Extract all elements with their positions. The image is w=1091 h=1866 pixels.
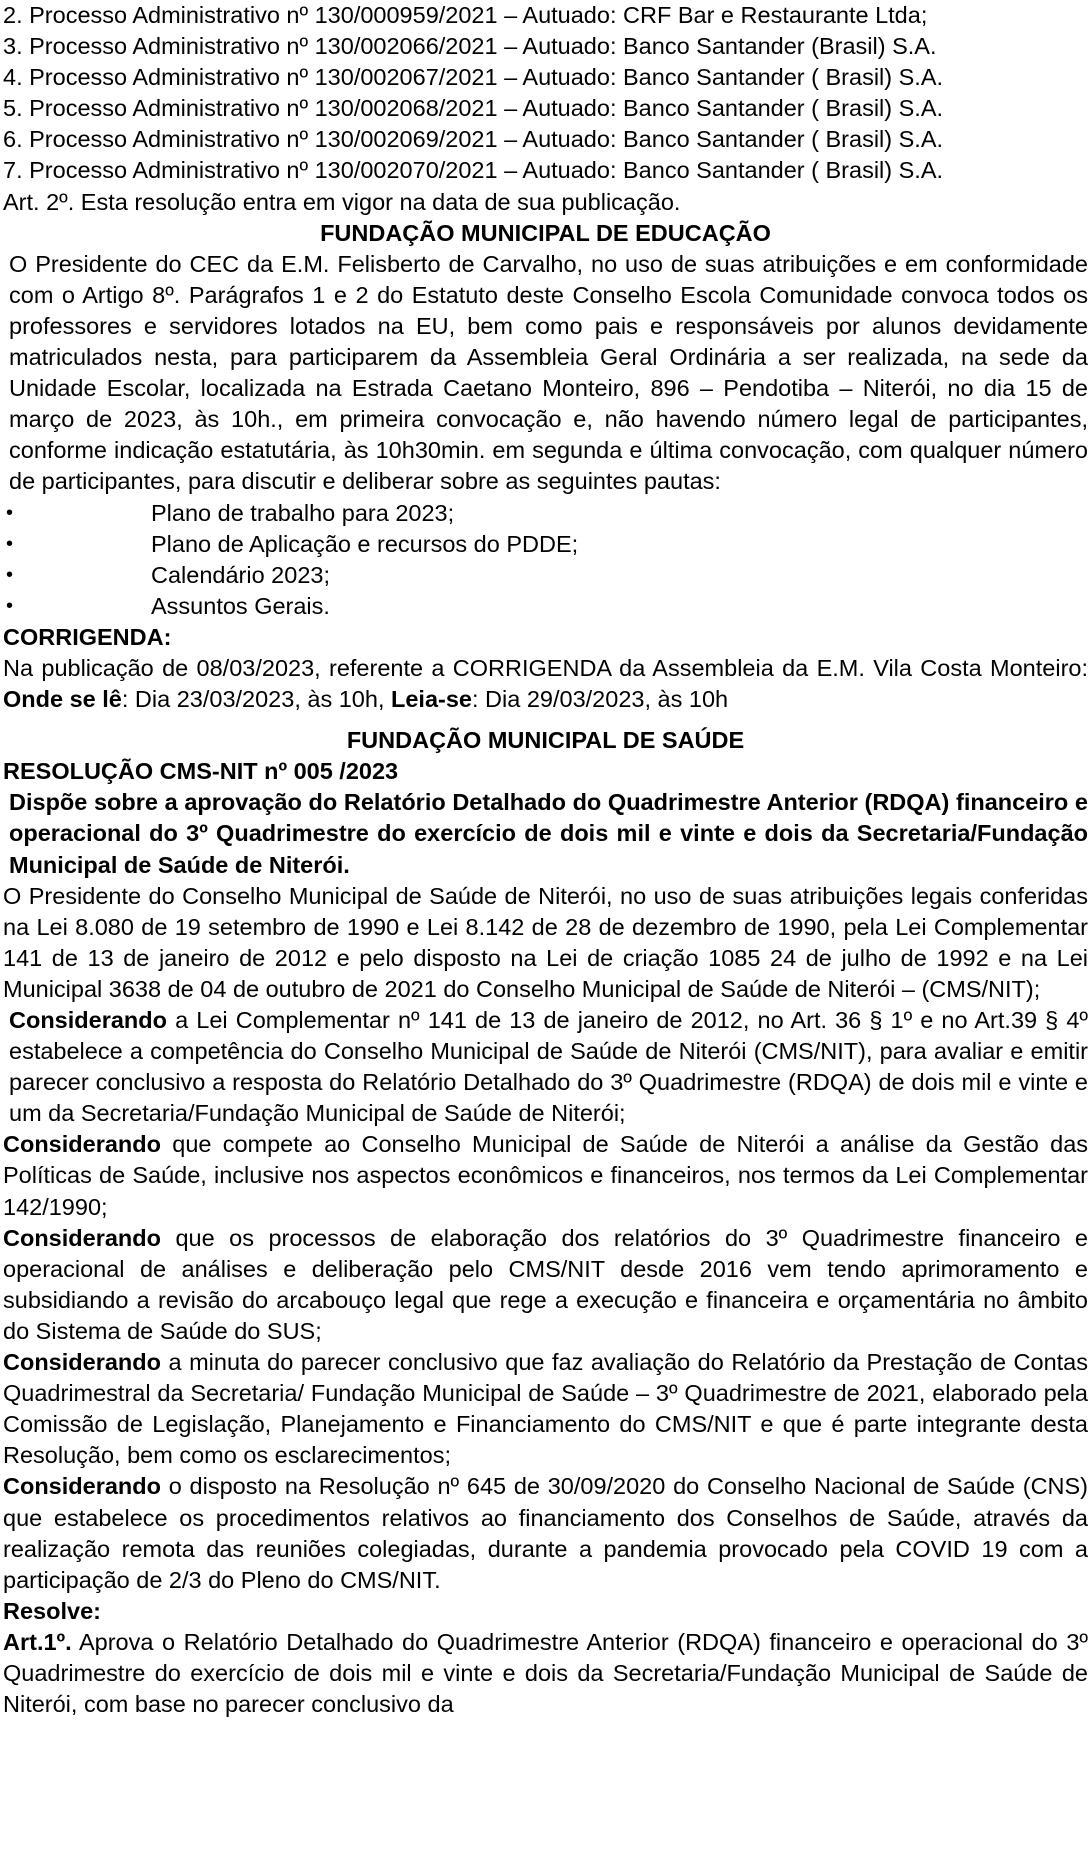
considerando-item <box>3 1347 1088 1471</box>
agenda-item: • Plano de trabalho para 2023; <box>3 498 1088 529</box>
agenda-item: • Assuntos Gerais. <box>3 591 1088 622</box>
process-item: 4. Processo Administrativo nº 130/002067/2021 – Autuado: Banco Santander ( Brasil) S.A. <box>3 64 944 91</box>
agenda-list <box>3 498 1088 622</box>
leia-label: Leia-se <box>391 686 472 713</box>
process-list <box>3 0 1088 187</box>
art1-paragraph <box>3 1627 1088 1720</box>
process-item: 7. Processo Administrativo nº 130/002070/2021 – Autuado: Banco Santander ( Brasil) S.A. <box>3 157 944 184</box>
considerando-item <box>3 1471 1088 1595</box>
art2-text: Art. 2º. Esta resolução entra em vigor na data de sua publicação. <box>3 188 681 215</box>
resolution-preamble: O Presidente do Conselho Municipal de Saúde de Niterói, no uso de suas atribuições legais conferidas na Lei 8.080 de 19 setembro de 1990 e Lei 8.142 de 28 de dezembro de 1990, pela Lei Complementar 141 de 13 de janeiro de 2012 e pelo disposto na Lei de criação 1085 24 de julho de 1992 e na Lei Municipal 3638 de 04 de outubro de 2021 do Conselho Municipal de Saúde de Niterói – (CMS/NIT); <box>3 882 1088 1002</box>
considerando-text: a minuta do parecer conclusivo que faz avaliação do Relatório da Prestação de Contas Quadrimestral da Secretaria/ Fundação Municipal de Saúde – 3º Quadrimestre de 2021, elaborado pela Comissão de Legislação, Planejamento e Financiamento do CMS/NIT e que é parte integrante desta Resolução, bem como os esclarecimentos; <box>3 1349 1088 1469</box>
onde-text: : Dia 23/03/2023, às 10h, <box>121 686 391 713</box>
leia-text: : Dia 29/03/2023, às 10h <box>472 686 729 713</box>
onde-label: Onde se lê <box>3 686 122 713</box>
considerando-label: Considerando <box>3 1224 161 1251</box>
agenda-item: • Calendário 2023; <box>3 560 1088 591</box>
considerando-label: Considerando <box>3 1131 161 1158</box>
resolution-summary: Dispõe sobre a aprovação do Relatório Detalhado do Quadrimestre Anterior (RDQA) financeiro e operacional do 3º Quadrimestre do exercício de dois mil e vinte e dois da Secretaria/Fundação Municipal de Saúde de Niterói. <box>9 789 1088 878</box>
resolve-label: Resolve: <box>3 1597 101 1624</box>
considerando-text: o disposto na Resolução nº 645 de 30/09/2020 do Conselho Nacional de Saúde (CNS) que estabelece os procedimentos relativos ao financiamento dos Conselhos de Saúde, através da realização remota das reuniões colegiadas, durante a pandemia provocado pela COVID 19 com a participação de 2/3 do Pleno do CMS/NIT. <box>3 1473 1089 1593</box>
considerando-item <box>3 1005 1088 1129</box>
considerando-label: Considerando <box>9 1007 167 1033</box>
corrigenda-text <box>3 653 1088 715</box>
process-item: 2. Processo Administrativo nº 130/000959/2021 – Autuado: CRF Bar e Restaurante Ltda; <box>3 2 928 28</box>
saude-heading: FUNDAÇÃO MUNICIPAL DE SAÚDE <box>346 727 745 754</box>
corrigenda-title: CORRIGENDA: <box>3 623 172 650</box>
considerando-text: a Lei Complementar nº 141 de 13 de janeiro de 2012, no Art. 36 § 1º e no Art.39 § 4º estabelece a competência do Conselho Municipal de Saúde de Niterói (CMS/NIT), para avaliar e emitir parecer conclusivo a resposta do Relatório Detalhado do 3º Quadrimestre (RDQA) de dois mil e vinte e um da Secretaria/Fundação Municipal de Saúde de Niterói; <box>9 1007 1088 1127</box>
process-item: 6. Processo Administrativo nº 130/002069/2021 – Autuado: Banco Santander ( Brasil) S.A. <box>3 126 944 153</box>
considerando-text: que compete ao Conselho Municipal de Saúde de Niterói a análise da Gestão das Políticas de Saúde, inclusive nos aspectos econômicos e financeiros, nos termos da Lei Complementar 142/1990; <box>3 1131 1089 1220</box>
considerando-label: Considerando <box>3 1349 161 1376</box>
resolution-title: RESOLUÇÃO CMS-NIT nº 005 /2023 <box>3 758 399 785</box>
considerando-item <box>3 1223 1088 1347</box>
process-item: 3. Processo Administrativo nº 130/002066/2021 – Autuado: Banco Santander (Brasil) S.A. <box>3 33 937 60</box>
art1-label: Art.1º. <box>3 1628 72 1655</box>
process-item: 5. Processo Administrativo nº 130/002068/2021 – Autuado: Banco Santander ( Brasil) S.A. <box>3 95 944 122</box>
considerando-item <box>3 1129 1088 1222</box>
considerando-text: que os processos de elaboração dos relatórios do 3º Quadrimestre financeiro e operacional de análises e deliberação pelo CMS/NIT desde 2016 vem tendo aprimoramento e subsidiando a revisão do arcabouço legal que rege a execução e financeira e orçamentária no âmbito do Sistema de Saúde do SUS; <box>3 1224 1088 1344</box>
agenda-item: • Plano de Aplicação e recursos do PDDE; <box>3 529 1088 560</box>
section-gap <box>3 715 1088 725</box>
educacao-heading: FUNDAÇÃO MUNICIPAL DE EDUCAÇÃO <box>320 219 771 246</box>
art1-text: Aprova o Relatório Detalhado do Quadrimestre Anterior (RDQA) financeiro e operacional do 3º Quadrimestre do exercício de dois mil e vinte e dois da Secretaria/Fundação Municipal de Saúde de Niterói, com base no parecer conclusivo da <box>3 1628 1088 1718</box>
educacao-body: O Presidente do CEC da E.M. Felisberto de Carvalho, no uso de suas atribuições e em conformidade com o Artigo 8º. Parágrafos 1 e 2 do Estatuto deste Conselho Escola Comunidade convoca todos os professores e servidores lotados na EU, bem como pais e responsáveis por alunos devidamente matriculados nesta, para participarem da Assembleia Geral Ordinária a ser realizada, na sede da Unidade Escolar, localizada na Estrada Caetano Monteiro, 896 – Pendotiba – Niterói, no dia 15 de março de 2023, às 10h., em primeira convocação e, não havendo número legal de participantes, conforme indicação estatutária, às 10h30min. em segunda e última convocação, com qualquer número de participantes, para discutir e deliberar sobre as seguintes pautas: <box>9 250 1088 495</box>
corrigenda-intro: Na publicação de 08/03/2023, referente a CORRIGENDA da Assembleia da E.M. Vila Costa Monteiro: <box>3 654 1088 681</box>
considerando-label: Considerando <box>3 1473 161 1500</box>
